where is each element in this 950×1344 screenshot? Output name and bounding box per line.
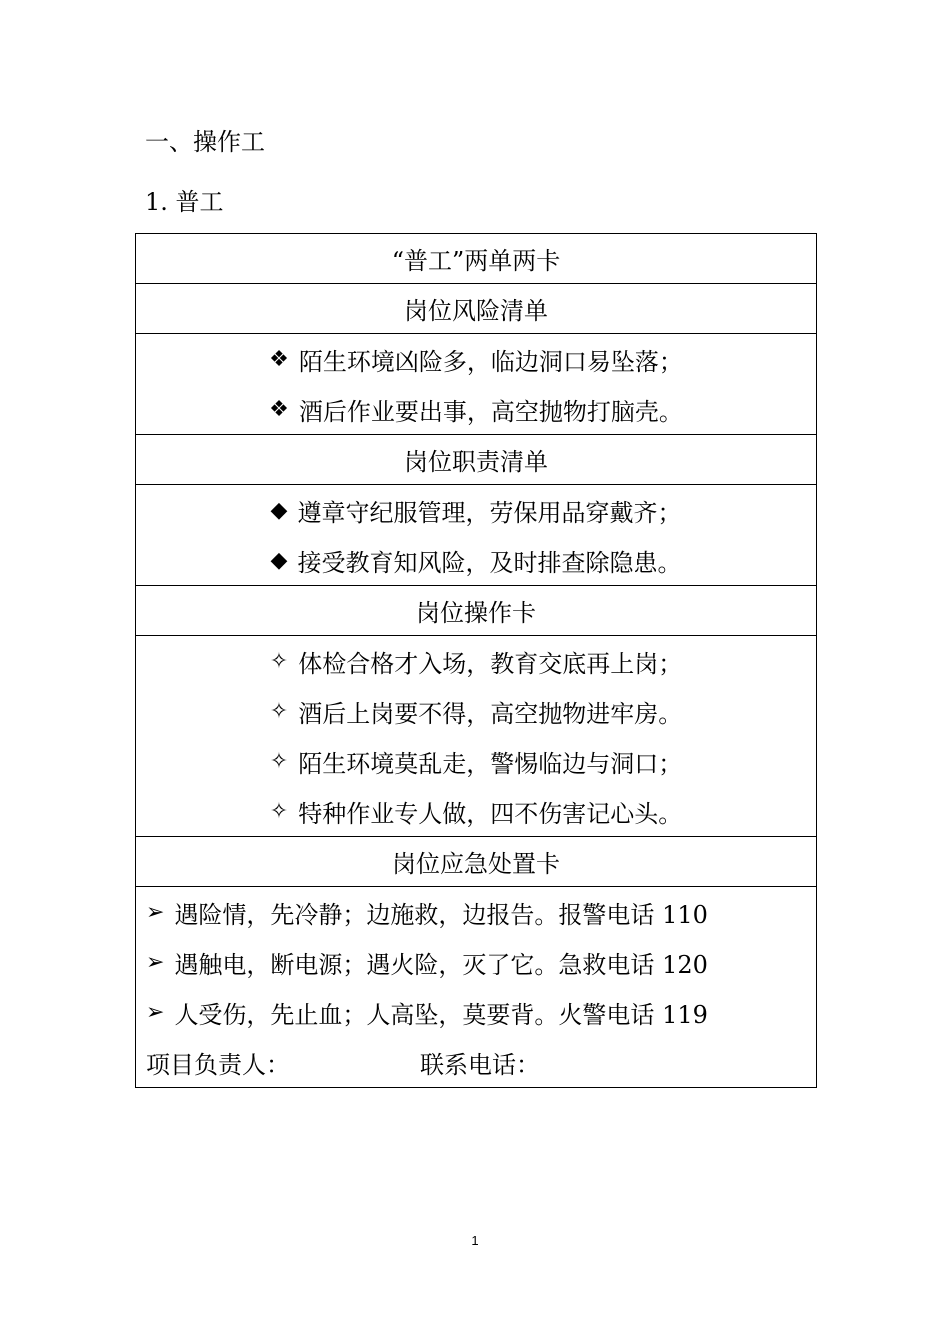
operation-item-text: 体检合格才入场，教育交底再上岗； xyxy=(298,649,683,678)
diamond-bullet-icon: ❖ xyxy=(269,346,289,372)
duty-list-header: 岗位职责清单 xyxy=(136,435,816,485)
arrow-bullet-icon: ➢ xyxy=(146,899,165,925)
operation-card-content xyxy=(136,636,816,837)
risk-item-text: 酒后作业要出事，高空抛物打脑壳。 xyxy=(298,397,683,426)
star-bullet-icon: ✧ xyxy=(269,698,289,724)
star-bullet-icon: ✧ xyxy=(269,798,289,824)
duty-list-content xyxy=(136,485,816,586)
list-item xyxy=(136,937,816,987)
risk-list-header: 岗位风险清单 xyxy=(136,284,816,334)
diamond-bullet-icon: ❖ xyxy=(269,396,289,422)
list-item xyxy=(136,887,816,937)
card-title: “普工”两单两卡 xyxy=(136,234,816,284)
list-item xyxy=(136,636,816,686)
star-bullet-icon: ✧ xyxy=(269,748,289,774)
list-item xyxy=(136,786,816,836)
duty-item-text: 遵章守纪服管理，劳保用品穿戴齐； xyxy=(297,498,682,527)
operation-item-text: 特种作业专人做，四不伤害记心头。 xyxy=(298,799,683,828)
list-item xyxy=(136,485,816,535)
arrow-bullet-icon: ➢ xyxy=(146,999,165,1025)
operation-item-text: 陌生环境莫乱走，警惕临边与洞口； xyxy=(298,749,683,778)
arrow-bullet-icon: ➢ xyxy=(146,949,165,975)
subsection-title: 1. 普工 xyxy=(145,188,224,216)
list-item xyxy=(136,686,816,736)
emergency-item-text: 遇险情，先冷静；边施救，边报告。报警电话 110 xyxy=(174,900,708,929)
section-title: 一、操作工 xyxy=(145,128,265,156)
emergency-item-text: 遇触电，断电源；遇火险，灭了它。急救电话 120 xyxy=(174,950,708,979)
contact-line xyxy=(136,1037,816,1087)
star-bullet-icon: ✧ xyxy=(269,648,289,674)
project-manager-label: 项目负责人： xyxy=(146,1050,290,1079)
list-item xyxy=(136,384,816,434)
list-item xyxy=(136,736,816,786)
solid-diamond-bullet-icon: ◆ xyxy=(270,497,288,523)
emergency-card-content xyxy=(136,887,816,1087)
solid-diamond-bullet-icon: ◆ xyxy=(270,547,288,573)
risk-list-content xyxy=(136,334,816,435)
duty-item-text: 接受教育知风险，及时排查除隐患。 xyxy=(297,548,682,577)
list-item xyxy=(136,334,816,384)
operation-card-header: 岗位操作卡 xyxy=(136,586,816,636)
contact-phone-label: 联系电话： xyxy=(420,1050,540,1079)
page-number: 1 xyxy=(471,1233,479,1248)
list-item xyxy=(136,987,816,1037)
emergency-item-text: 人受伤，先止血；人高坠，莫要背。火警电话 119 xyxy=(174,1000,708,1029)
risk-item-text: 陌生环境凶险多，临边洞口易坠落； xyxy=(298,347,683,376)
safety-card-table xyxy=(135,233,817,1088)
operation-item-text: 酒后上岗要不得，高空抛物进牢房。 xyxy=(298,699,683,728)
emergency-card-header: 岗位应急处置卡 xyxy=(136,837,816,887)
list-item xyxy=(136,535,816,585)
